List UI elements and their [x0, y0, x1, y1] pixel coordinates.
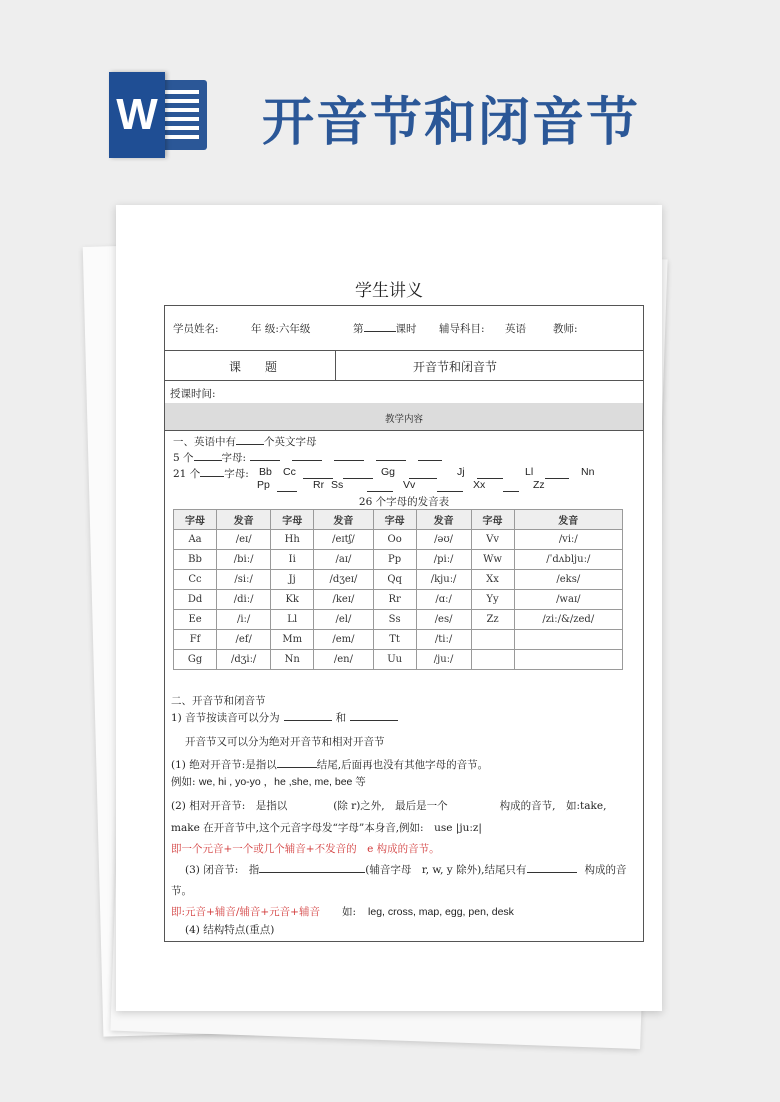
topic-row [165, 350, 643, 381]
phonetic-cell: /el/ [314, 610, 373, 630]
table-row [174, 530, 623, 550]
phonetic-table [173, 509, 623, 670]
letter-cell: Kk [271, 590, 314, 610]
grade-label: 年 级:六年级 [251, 323, 311, 335]
letter-cell: Uu [373, 650, 416, 670]
letter-cell: Qq [373, 570, 416, 590]
letter-cell: Vv [471, 530, 514, 550]
section2-p9: 节。 [171, 885, 192, 897]
phonetic-table-title: 26 个字母的发音表 [358, 496, 450, 508]
teacher-label: 教师: [553, 323, 578, 335]
phonetic-cell: /ˈdʌbljuː/ [514, 550, 622, 570]
letter-cell: Ff [174, 630, 217, 650]
consonant-letter: Cc [283, 466, 296, 478]
phonetic-cell: 发音 [514, 510, 622, 530]
time-row [165, 380, 643, 404]
section2-p4: 例如: we, hi , yo-yo ，he ,she, me, bee 等 [171, 776, 366, 788]
letter-cell: Tt [373, 630, 416, 650]
student-name-label: 学员姓名: [173, 323, 219, 335]
phonetic-cell: /tiː/ [416, 630, 471, 650]
table-row [174, 630, 623, 650]
consonant-letter: Nn [581, 466, 595, 478]
section2-p5: (2) 相对开音节: 是指以 (除 r)之外, 最后是一个 构成的音节, 如:take, [171, 800, 607, 812]
consonant-letter: Vv [403, 479, 416, 491]
section1-line1: 一、英语中有 个英文字母 [173, 436, 317, 448]
table-row [174, 650, 623, 670]
letter-cell: Oo [373, 530, 416, 550]
consonant-letter: Zz [533, 479, 545, 491]
section1-line3: 21 个 字母: [173, 468, 249, 480]
letter-cell: Mm [271, 630, 314, 650]
section2-p11: (4) 结构特点(重点) [185, 924, 275, 936]
letter-cell: Ee [174, 610, 217, 630]
table-row [174, 610, 623, 630]
phonetic-cell: /eɪ/ [217, 530, 271, 550]
consonant-letter: Ss [331, 479, 344, 491]
phonetic-cell: /viː/ [514, 530, 622, 550]
letter-cell: Xx [471, 570, 514, 590]
subject-label: 辅导科目: [439, 323, 485, 335]
phonetic-cell: /waɪ/ [514, 590, 622, 610]
phonetic-cell: /keɪ/ [314, 590, 373, 610]
letter-cell: Ll [271, 610, 314, 630]
table-row [174, 570, 623, 590]
phonetic-table-header [174, 510, 623, 530]
phonetic-cell: /juː/ [416, 650, 471, 670]
phonetic-cell: /kjuː/ [416, 570, 471, 590]
class-time-label: 授课时间: [170, 388, 216, 400]
topic-label: 课 题 [229, 360, 278, 374]
phonetic-cell: /piː/ [416, 550, 471, 570]
consonant-letter: Jj [457, 466, 465, 478]
letter-cell: 字母 [174, 510, 217, 530]
content-header-row [165, 403, 643, 431]
section2-rule-open: 即一个元音+一个或几个辅音+不发音的 e 构成的音节。 [171, 843, 440, 855]
phonetic-cell: /əʊ/ [416, 530, 471, 550]
section1-line2: 5 个 字母: [173, 450, 442, 465]
letter-cell: Zz [471, 610, 514, 630]
letter-cell: Gg [174, 650, 217, 670]
phonetic-cell: /en/ [314, 650, 373, 670]
letter-cell: Cc [174, 570, 217, 590]
phonetic-cell: /diː/ [217, 590, 271, 610]
letter-cell: Rr [373, 590, 416, 610]
word-icon [109, 72, 209, 158]
banner-title: 开音节和闭音节 [262, 92, 641, 153]
letter-cell: Dd [174, 590, 217, 610]
consonant-letter: Gg [381, 466, 396, 478]
letter-cell: Ww [471, 550, 514, 570]
phonetic-cell: /dʒeɪ/ [314, 570, 373, 590]
phonetic-cell: 发音 [217, 510, 271, 530]
letter-cell: Hh [271, 530, 314, 550]
letter-cell [471, 630, 514, 650]
letter-cell: Nn [271, 650, 314, 670]
section2-heading: 二、开音节和闭音节 [171, 695, 266, 707]
consonant-letter: Ll [525, 466, 534, 478]
phonetic-cell [514, 630, 622, 650]
consonant-letter: Rr [313, 479, 325, 491]
section2-p8: (3) 闭音节: 指 (辅音字母 r, w, y 除外),结尾只有 构成的音 [185, 864, 627, 876]
letter-cell: Aa [174, 530, 217, 550]
letter-cell: Pp [373, 550, 416, 570]
phonetic-cell: /biː/ [217, 550, 271, 570]
phonetic-cell [514, 650, 622, 670]
section2-p1: 1) 音节按读音可以分为 和 [171, 710, 398, 725]
table-row [174, 590, 623, 610]
letter-cell: 字母 [271, 510, 314, 530]
section2-p3: (1) 绝对开音节:是指以 结尾,后面再也没有其他字母的音节。 [171, 759, 489, 771]
document-title: 学生讲义 [355, 281, 423, 301]
phonetic-cell: 发音 [416, 510, 471, 530]
section2-p2: 开音节又可以分为绝对开音节和相对开音节 [185, 736, 385, 748]
lesson-form [164, 305, 644, 942]
subject-value: 英语 [505, 323, 526, 335]
consonant-letter: Bb [259, 466, 272, 478]
phonetic-cell: /eks/ [514, 570, 622, 590]
phonetic-cell: /aɪ/ [314, 550, 373, 570]
letter-cell: Bb [174, 550, 217, 570]
phonetic-cell: /ziː/&/zed/ [514, 610, 622, 630]
content-header: 教学内容 [384, 414, 423, 425]
letter-cell: 字母 [471, 510, 514, 530]
section2-p10: 即:元音+辅音/辅音+元音+辅音 如: leg, cross, map, egg, pen, desk [171, 906, 514, 918]
phonetic-cell: /ef/ [217, 630, 271, 650]
phonetic-cell: /dʒiː/ [217, 650, 271, 670]
consonant-letter: Pp [257, 479, 270, 491]
consonant-letter: Xx [473, 479, 486, 491]
phonetic-cell: /eɪtʃ/ [314, 530, 373, 550]
letter-cell: Ss [373, 610, 416, 630]
lesson-number: 第 课时 [353, 323, 417, 335]
letter-cell: Jj [271, 570, 314, 590]
phonetic-cell: /es/ [416, 610, 471, 630]
document-page [116, 205, 662, 1011]
phonetic-cell: /iː/ [217, 610, 271, 630]
letter-cell: Ii [271, 550, 314, 570]
letter-cell: 字母 [373, 510, 416, 530]
phonetic-cell: /siː/ [217, 570, 271, 590]
info-row [165, 306, 643, 351]
word-icon-letter: W [109, 72, 165, 158]
section2-p6: make 在开音节中,这个元音字母发“字母”本身音,例如: use |juːz| [171, 822, 482, 834]
letter-cell [471, 650, 514, 670]
table-row [174, 550, 623, 570]
letter-cell: Yy [471, 590, 514, 610]
topic-value: 开音节和闭音节 [413, 360, 498, 374]
phonetic-cell: /em/ [314, 630, 373, 650]
phonetic-cell: 发音 [314, 510, 373, 530]
phonetic-cell: /ɑː/ [416, 590, 471, 610]
